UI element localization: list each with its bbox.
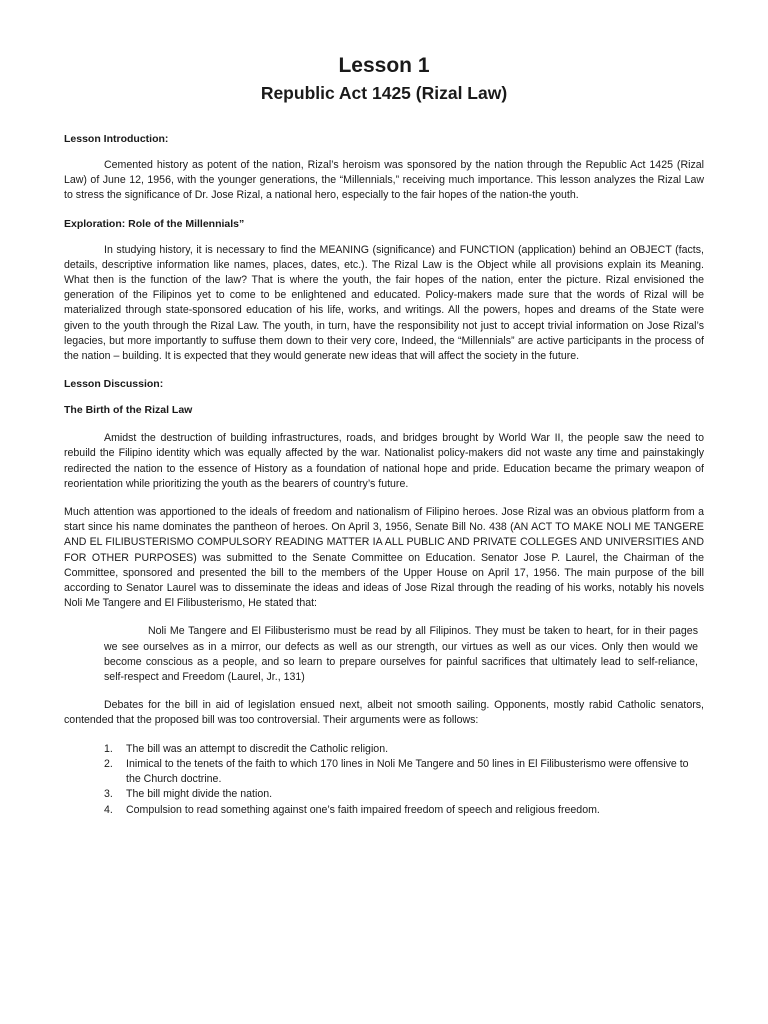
list-item-text: The bill might divide the nation. [126,788,273,801]
arguments-list [64,742,704,818]
exploration-heading: Exploration: Role of the Millennials” [64,217,245,230]
intro-paragraph: Cemented history as potent of the nation, Rizal’s heroism was sponsored by the nation through the Republic Act 1425 (Rizal Law) of June 12, 1956, with the younger generations, the “Millennials,” receiving much importance. This lesson analyzes the Rizal Law to stress the significance of Dr. Jose Rizal, a national hero, especially to the fair hopes of the nation-the youth. [64,159,704,202]
discussion-heading: Lesson Discussion: [64,378,164,391]
document-subtitle: Republic Act 1425 (Rizal Law) [260,83,508,103]
document-title: Lesson 1 [338,54,430,77]
birth-paragraph-1: Amidst the destruction of building infrastructures, roads, and bridges brought by World War II, the people saw the need to rebuild the Filipino identity which was equally affected by the war. Nationalist policy-makers did not waste any time and painstakingly redirected the nation to the essence of History as a foundation of national hope and pride. Education became the primary weapon of reorientation while prioritizing the youth as the bearers of country’s future. [64,432,704,490]
list-item [104,803,704,818]
list-item-text: The bill was an attempt to discredit the Catholic religion. [126,742,389,755]
list-item-number: 4. [104,803,113,816]
exploration-paragraph: In studying history, it is necessary to find the MEANING (significance) and FUNCTION (application) behind an OBJECT (facts, details, descriptive information like names, places, dates, etc.). The Rizal Law is the Object while all provisions explain its Meaning. What then is the function of the law? That is where the youth, the fair hopes of the nation, enter the picture. Rizal envisioned the generation of the Filipinos yet to come to be enlightened and educated. Policy-makers made sure that the words of Rizal will be materialized through state-sponsored education of his life, works, and writings. All the powers, hopes and dreams of the State were given to the youth through the Rizal Law. The youth, in turn, have the responsibility not just to accept trivial information on Jose Rizal’s legacies, but more importantly to suffuse them down to their very core, Indeed, the “Millennials” are active participants in the process of the nation – building. It is expected that they would generate new ideas that will affect the society in the future. [64,243,704,363]
birth-heading: The Birth of the Rizal Law [64,404,193,417]
list-item-number: 1. [104,742,113,755]
list-item-number: 2. [104,757,113,770]
list-item [104,787,704,802]
birth-paragraph-2: Much attention was apportioned to the ideals of freedom and nationalism of Filipino heroes. Jose Rizal was an obvious platform from a start since his name dominates the pantheon of heroes. On April 3, 1956, Senate Bill No. 438 (AN ACT TO MAKE NOLI ME TANGERE AND EL FILIBUSTERISMO COMPULSORY READING MATTER IA ALL PUBLIC AND PRIVATE COLLEGES AND UNIVERSITIES AND FOR OTHER PURPOSES) was submitted to the Senate Committee on Education. Senator Jose P. Laurel, the Chairman of the Committee, sponsored and presented the bill to the members of the Upper House on April 17, 1956. The main purpose of the bill according to Senator Laurel was to disseminate the ideas and ideas of Jose Rizal through the reading of his works, notably his novels Noli Me Tangere and El Filibusterismo, He stated that: [64,506,704,610]
list-item-text: Compulsion to read something against one’s faith impaired freedom of speech and religious freedom. [126,803,600,816]
list-item [104,742,704,757]
laurel-quote: Noli Me Tangere and El Filibusterismo must be read by all Filipinos. They must be taken to heart, for in their pages we see ourselves as in a mirror, our defects as well as our strength, our virtues as well as our vices. Only then would we become conscious as a people, and so learn to prepare ourselves for painful sacrifices that ultimately lead to self-reliance, self-respect and Freedom (Laurel, Jr., 131) [104,625,698,684]
debate-paragraph: Debates for the bill in aid of legislation ensued next, albeit not smooth sailing. Opponents, mostly rabid Catholic senators, contended that the proposed bill was too controversial. Their arguments were as follows: [64,699,704,727]
intro-heading: Lesson Introduction: [64,133,169,145]
list-item-text: Inimical to the tenets of the faith to which 170 lines in Noli Me Tangere and 50 lines in El Filibusterismo were offensive to the Church doctrine. [126,757,689,786]
list-item [104,757,704,787]
list-item-number: 3. [104,788,113,801]
